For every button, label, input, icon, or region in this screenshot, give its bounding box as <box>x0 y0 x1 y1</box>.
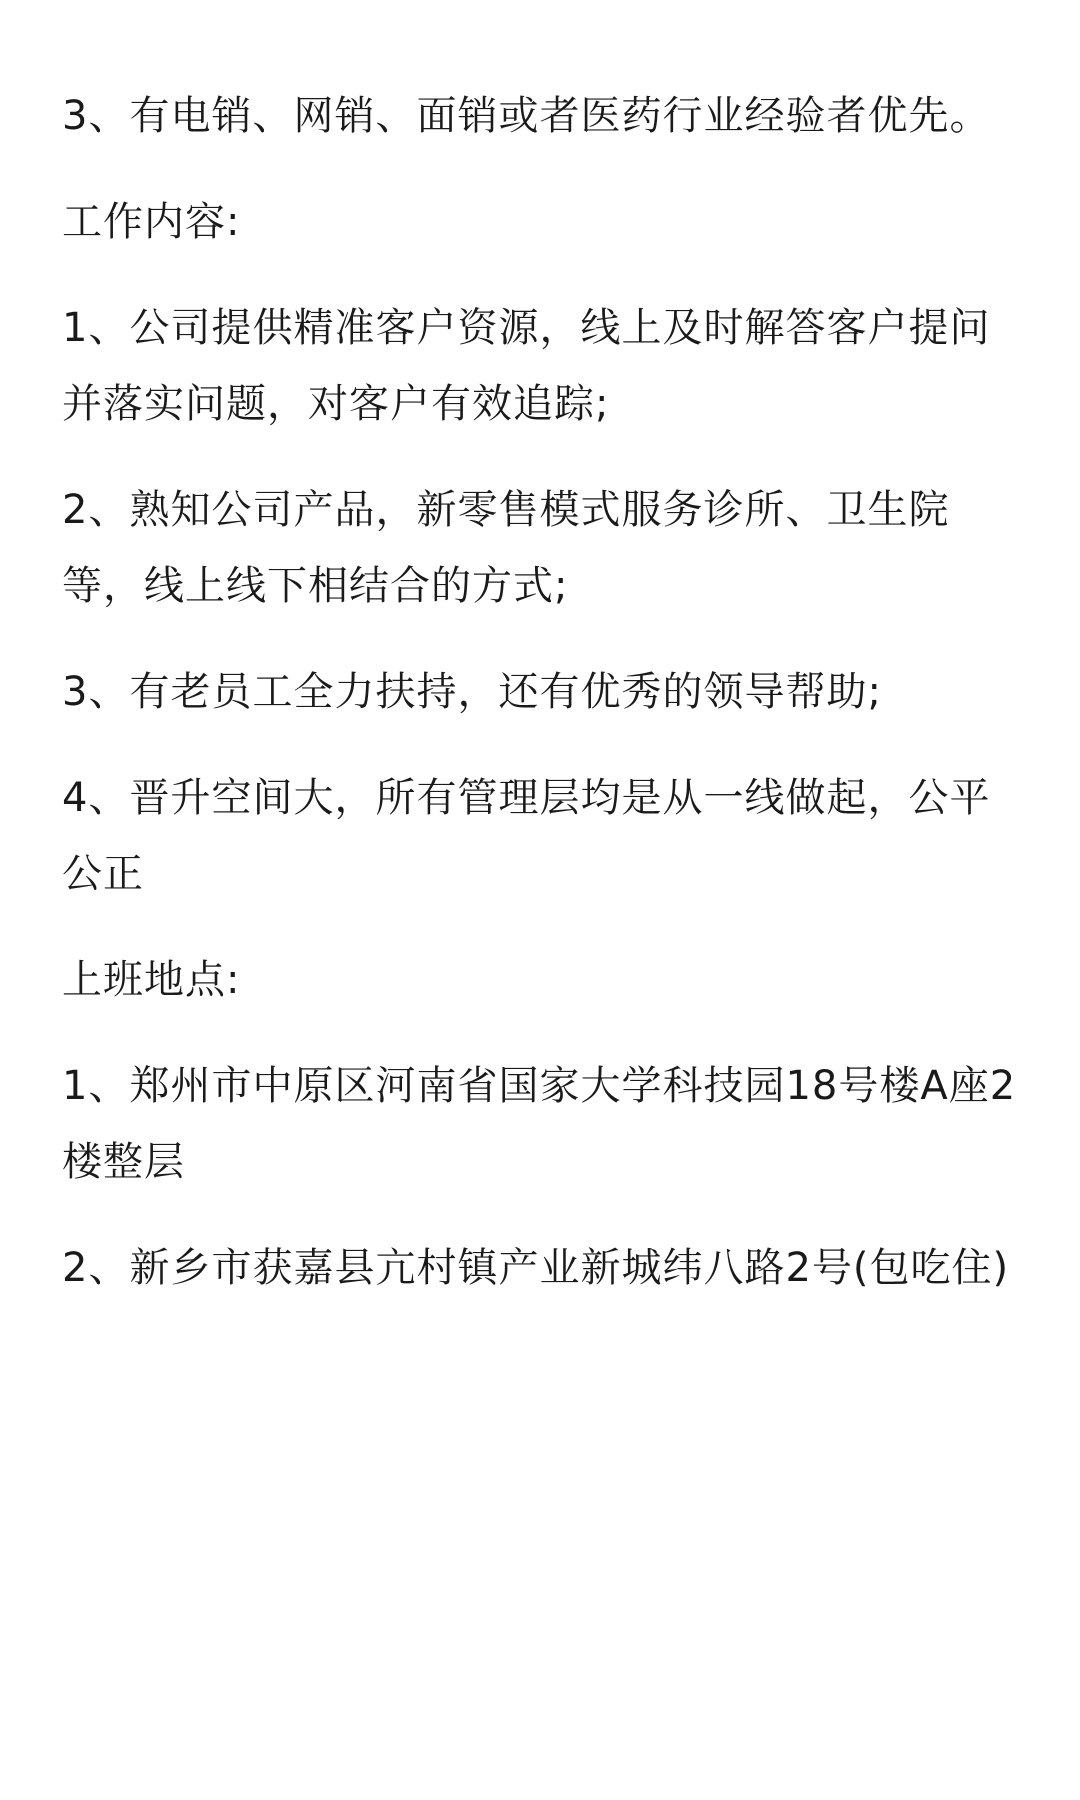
job-content-item-4: 4、晋升空间大，所有管理层均是从一线做起，公平公正 <box>62 775 991 897</box>
requirement-item-3: 3、有电销、网销、面销或者医药行业经验者优先。 <box>62 93 991 139</box>
job-post-content <box>62 78 1022 1306</box>
work-location-item-1: 1、郑州市中原区河南省国家大学科技园18号楼A座2楼整层 <box>62 1063 1017 1185</box>
job-content-item-2: 2、熟知公司产品，新零售模式服务诊所、卫生院等，线上线下相结合的方式; <box>62 487 950 609</box>
job-content-item-3: 3、有老员工全力扶持，还有优秀的领导帮助; <box>62 669 882 715</box>
work-location-item-2: 2、新乡市获嘉县亢村镇产业新城纬八路2号(包吃住) <box>62 1245 1010 1291</box>
job-content-item-1: 1、公司提供精准客户资源，线上及时解答客户提问并落实问题，对客户有效追踪; <box>62 305 991 427</box>
section-heading-work-location: 上班地点: <box>62 957 241 1003</box>
section-heading-job-content: 工作内容: <box>62 199 241 245</box>
